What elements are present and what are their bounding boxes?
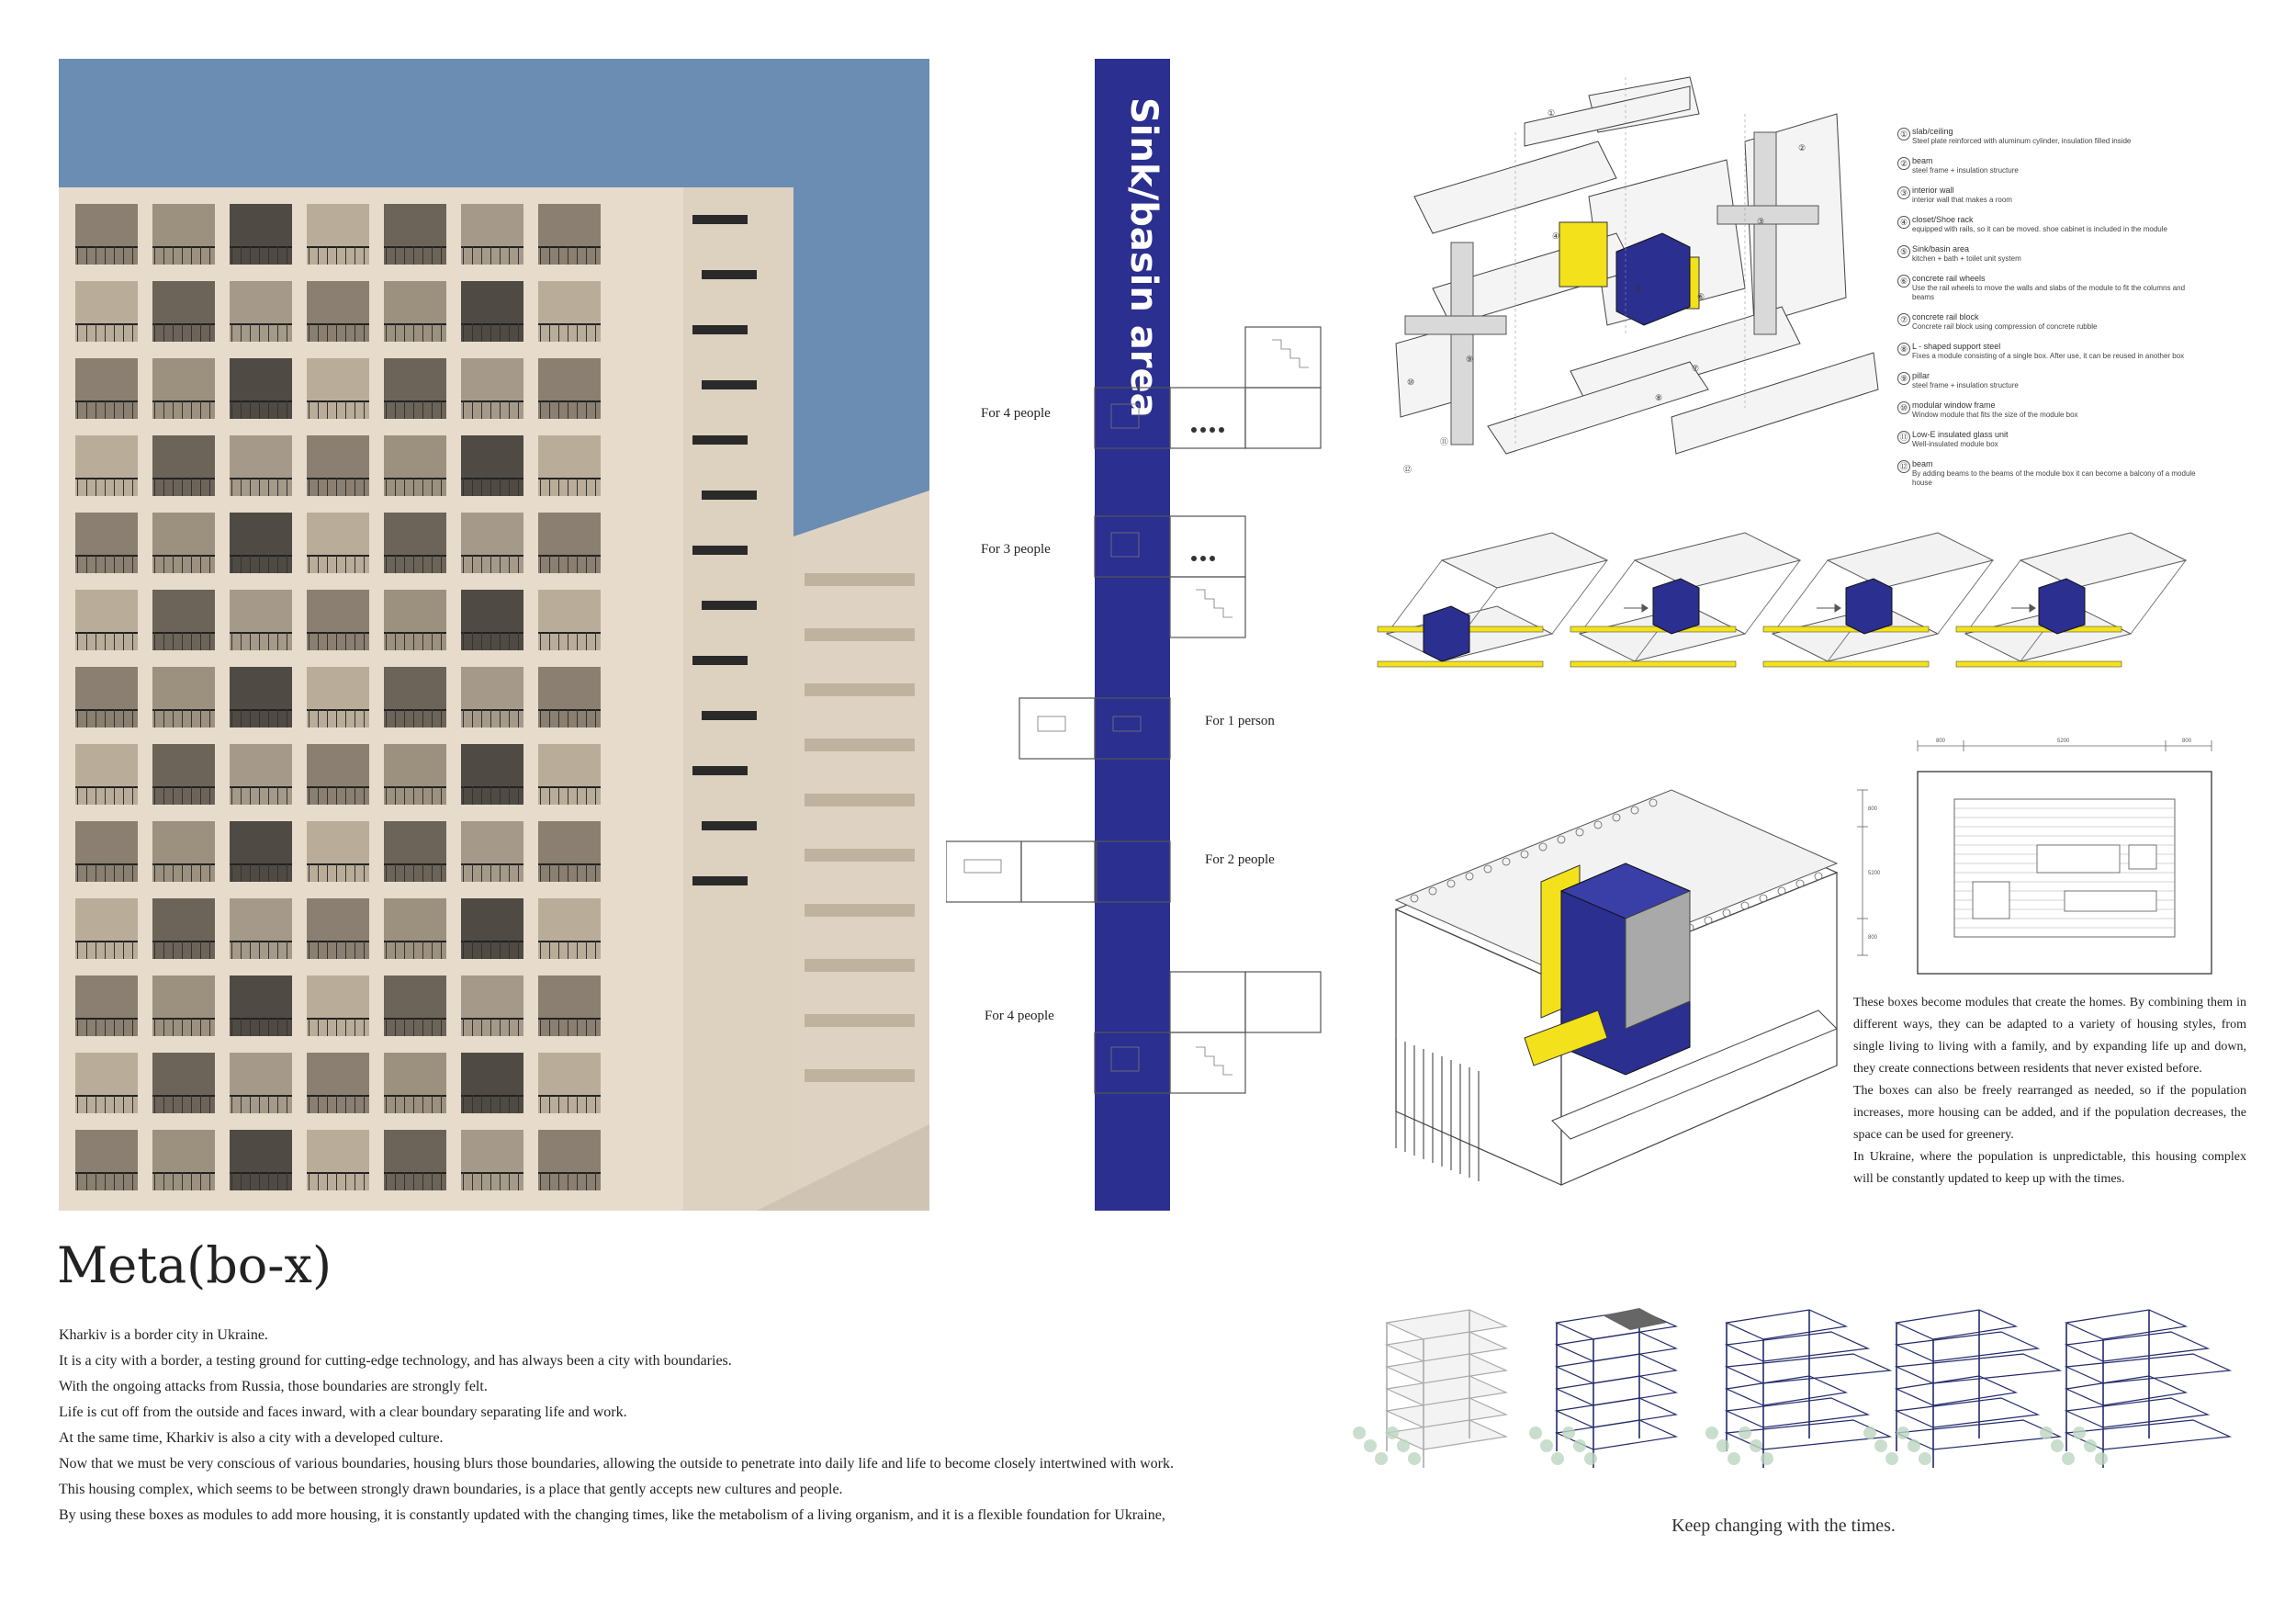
exploded-axonometric xyxy=(1359,59,1892,491)
intro-line: It is a city with a border, a testing ground for cutting-edge technology, and has always been a city with boundaries. xyxy=(59,1353,732,1369)
band-title: Sink/basin area xyxy=(1122,97,1165,418)
plan-label-3-people: For 3 people xyxy=(981,542,1051,557)
legend-item: ⑦ concrete rail block Concrete rail block using compression of concrete rubble xyxy=(1897,312,2200,332)
dim-top-left: 800 xyxy=(1936,739,1946,744)
svg-text:①: ① xyxy=(1548,108,1556,118)
svg-text:③: ③ xyxy=(1757,217,1765,226)
dim-top-middle: 5200 xyxy=(2057,739,2070,744)
description-paragraph: The boxes can also be freely rearranged as needed, so if the population increases, more housing can be added, and if the population decreases, the space can be used for greenery. xyxy=(1853,1084,2246,1142)
legend-item: ⑫ beam By adding beams to the beams of the module box it can become a balcony of a module house xyxy=(1897,459,2200,488)
legend-item: ⑨ pillar steel frame + insulation structure xyxy=(1897,371,2200,390)
plan-box xyxy=(1095,388,1170,448)
legend-item: ⑤ Sink/basin area kitchen + bath + toilet unit system xyxy=(1897,244,2200,264)
dim-side-bottom: 800 xyxy=(1868,935,1878,941)
sequence-caption: Keep changing with the times. xyxy=(1671,1516,1896,1536)
plan-label-2-people: For 2 people xyxy=(1205,852,1275,867)
plan-label-4-people-bottom: For 4 people xyxy=(985,1009,1054,1023)
svg-text:⑥: ⑥ xyxy=(1697,292,1705,301)
facade-illustration xyxy=(59,59,929,1211)
description-paragraph: In Ukraine, where the population is unpredictable, this housing complex will be constantly updated to keep up with the times. xyxy=(1853,1150,2246,1186)
plan-label-1-person: For 1 person xyxy=(1205,714,1275,728)
intro-line: By using these boxes as modules to add more housing, it is constantly updated with the changing times, like the metabolism of a living organism, and it is a flexible foundation for Ukraine, xyxy=(59,1507,1165,1523)
legend-item: ④ closet/Shoe rack equipped with rails, so it can be moved. shoe cabinet is included in the module xyxy=(1897,215,2200,234)
legend-item: ② beam steel frame + insulation structure xyxy=(1897,156,2200,175)
component-legend xyxy=(1897,127,2200,498)
legend-item: ① slab/ceiling Steel plate reinforced with aluminum cylinder, insulation filled inside xyxy=(1897,127,2200,146)
svg-text:⑤: ⑤ xyxy=(1635,285,1643,294)
building-render xyxy=(59,59,929,1211)
intro-line: Now that we must be very conscious of various boundaries, housing blurs those boundaries, allowing the outside to penetrate into daily life and life to become closely intertwined with work. xyxy=(59,1456,1174,1472)
svg-text:⑫: ⑫ xyxy=(1403,465,1412,474)
module-axonometric xyxy=(1378,762,1855,1203)
description-paragraph: These boxes become modules that create the homes. By combining them in different ways, they can be adapted to a variety of housing styles, from single living to living with a family, and by expanding life up and down, they create connections between residents that never existed before. xyxy=(1853,996,2246,1076)
svg-text:⑧: ⑧ xyxy=(1655,393,1663,402)
intro-text xyxy=(59,1323,1345,1528)
module-description xyxy=(1853,992,2246,1190)
legend-item: ⑧ L - shaped support steel Fixes a module consisting of a single box. After use, it can be reused in another box xyxy=(1897,342,2200,361)
plan-label-4-people-top: For 4 people xyxy=(981,406,1051,421)
svg-text:④: ④ xyxy=(1552,231,1560,241)
dim-side-middle: 5200 xyxy=(1868,871,1881,876)
legend-item: ⑥ concrete rail wheels Use the rail wheels to move the walls and slabs of the module to fit the columns and beams xyxy=(1897,274,2200,302)
unit-plans xyxy=(946,321,1350,1148)
svg-text:⑪: ⑪ xyxy=(1440,437,1449,446)
page-title: Meta(bo-x) xyxy=(57,1236,332,1294)
dim-side-top: 800 xyxy=(1868,806,1878,812)
intro-line: At the same time, Kharkiv is also a city with a developed culture. xyxy=(59,1430,444,1446)
assembly-sequence xyxy=(1368,524,2250,735)
svg-text:⑦: ⑦ xyxy=(1692,364,1700,373)
legend-item: ③ interior wall interior wall that makes a room xyxy=(1897,186,2200,205)
svg-text:②: ② xyxy=(1798,143,1806,152)
intro-line: Kharkiv is a border city in Ukraine. xyxy=(59,1327,268,1343)
growth-sequence xyxy=(1350,1295,2232,1506)
svg-text:⑩: ⑩ xyxy=(1407,378,1415,387)
legend-item: ⑪ Low-E insulated glass unit Well-insulated module box xyxy=(1897,430,2200,449)
dim-top-right: 800 xyxy=(2182,739,2192,744)
intro-line: Life is cut off from the outside and faces inward, with a clear boundary separating life and work. xyxy=(59,1404,627,1420)
svg-text:⑨: ⑨ xyxy=(1466,355,1474,364)
legend-item: ⑩ modular window frame Window module that fits the size of the module box xyxy=(1897,400,2200,420)
intro-line: With the ongoing attacks from Russia, those boundaries are strongly felt. xyxy=(59,1379,488,1394)
module-plan xyxy=(1853,735,2257,983)
intro-line: This housing complex, which seems to be between strongly drawn boundaries, is a place that gently accepts new cultures and people. xyxy=(59,1482,843,1497)
